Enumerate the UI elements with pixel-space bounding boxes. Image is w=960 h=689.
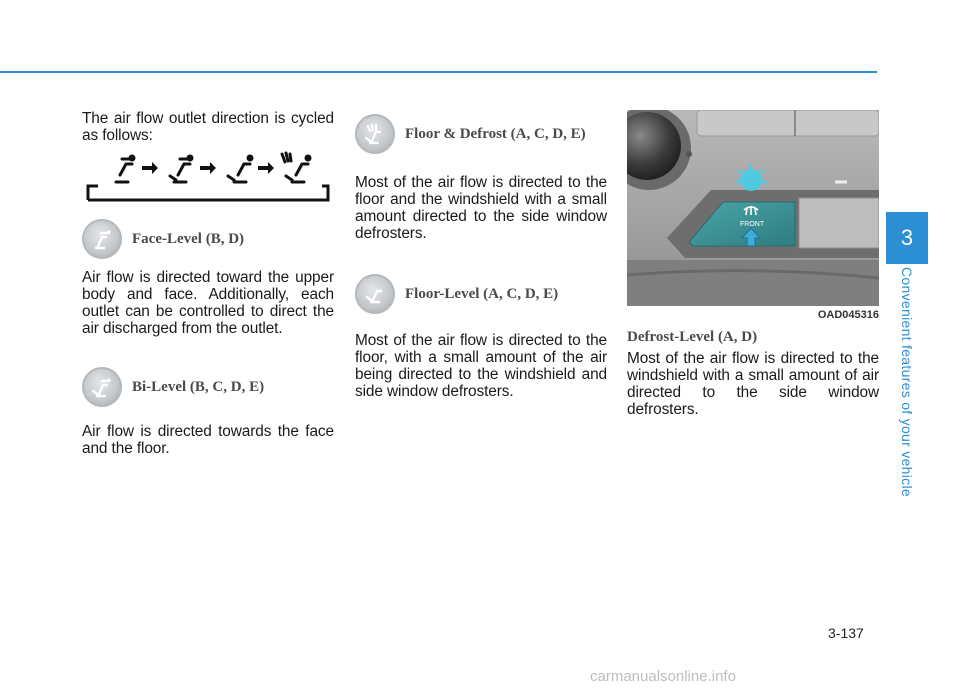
floor-defrost-heading	[355, 112, 607, 156]
face-level-heading	[82, 217, 334, 261]
front-button-label: FRONT	[740, 221, 765, 228]
bi-level-desc: Air flow is directed towards the face and the floor.	[82, 423, 334, 457]
column-left	[82, 110, 334, 457]
control-panel-photo	[627, 110, 879, 306]
floor-level-icon	[355, 274, 395, 314]
floor-defrost-desc: Most of the air flow is directed to the floor and the windshield with a small amount directed to the side window defrosters.	[355, 174, 607, 242]
photo-code: OAD045316	[817, 309, 879, 321]
column-middle	[355, 112, 607, 400]
chapter-title-text: Convenient features of your vehicle	[899, 267, 915, 497]
face-level-icon	[82, 219, 122, 259]
bi-level-icon	[82, 367, 122, 407]
bi-level-title: Bi-Level (B, C, D, E)	[132, 378, 265, 395]
face-level-desc: Air flow is directed toward the upper body and face. Additionally, each outlet can be controlled to direct the air discharged from the outlet.	[82, 269, 334, 337]
floor-level-desc: Most of the air flow is directed to the floor, with a small amount of the air being directed to the windshield and side window defrosters.	[355, 332, 607, 400]
floor-defrost-icon	[355, 114, 395, 154]
floor-level-title: Floor-Level (A, C, D, E)	[405, 285, 559, 302]
page-number: 3-137	[828, 625, 864, 641]
floor-level-heading	[355, 272, 607, 316]
defrost-level-title: Defrost-Level (A, D)	[627, 329, 758, 345]
bi-level-heading	[82, 365, 334, 409]
cycle-diagram-icon	[82, 150, 334, 202]
top-rule	[0, 71, 877, 73]
face-level-title: Face-Level (B, D)	[132, 230, 245, 247]
intro-text: The air flow outlet direction is cycled as follows:	[82, 110, 334, 144]
column-right	[627, 110, 879, 418]
floor-defrost-title: Floor & Defrost (A, C, D, E)	[405, 125, 586, 142]
chapter-number-tab: 3	[886, 212, 928, 264]
defrost-level-desc: Most of the air flow is directed to the windshield with a small amount of air directed to the side window defrosters.	[627, 350, 879, 418]
watermark: carmanualsonline.info	[590, 668, 736, 685]
